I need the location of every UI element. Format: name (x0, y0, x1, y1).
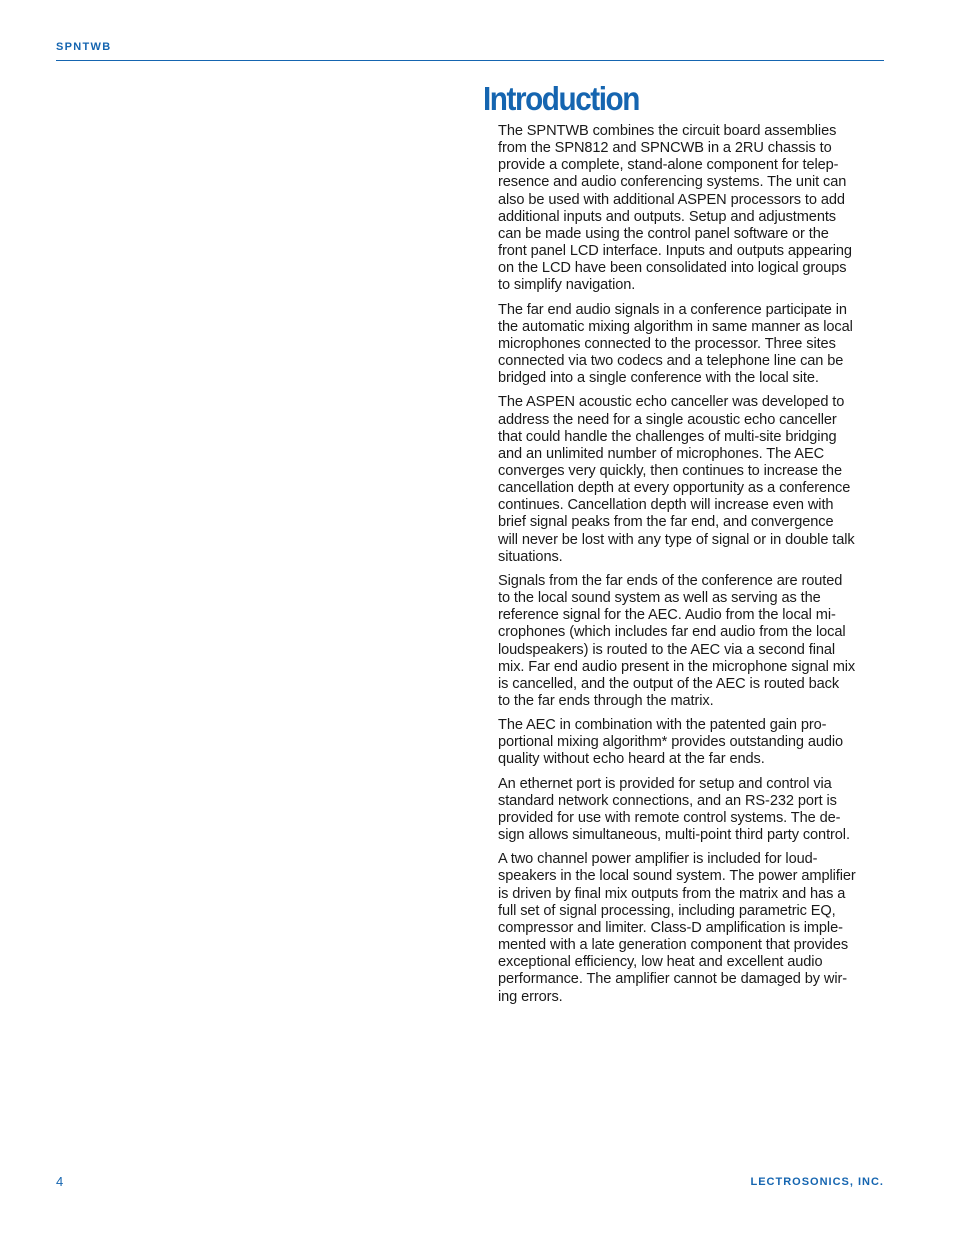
paragraph-line: additional inputs and outputs. Setup and adjustments (498, 208, 836, 225)
paragraph-line: can be made using the control panel software or the (498, 225, 829, 242)
header-divider (56, 60, 884, 61)
running-header: SPNTWB (56, 41, 112, 53)
paragraph-line: continues. Cancellation depth will increase even with (498, 497, 834, 514)
paragraph-line: The AEC in combination with the patented gain pro- (498, 717, 827, 734)
paragraph-line: converges very quickly, then continues to increase the (498, 462, 842, 479)
paragraph-line: to simplify navigation. (498, 277, 636, 294)
paragraph (498, 302, 888, 388)
paragraph-line: quality without echo heard at the far ends. (498, 751, 765, 768)
paragraph-line: loudspeakers) is routed to the AEC via a second final (498, 641, 836, 658)
paragraph-line: address the need for a single acoustic echo canceller (498, 411, 837, 428)
paragraph-line: speakers in the local sound system. The power amplifier (498, 868, 856, 885)
body-column (498, 123, 888, 1013)
paragraph-line: A two channel power amplifier is included for loud- (498, 851, 818, 868)
paragraph-line: An ethernet port is provided for setup and control via (498, 775, 832, 792)
paragraph-line: reference signal for the AEC. Audio from the local mi- (498, 607, 836, 624)
paragraph-line: brief signal peaks from the far end, and convergence (498, 514, 834, 531)
paragraph-line: provided for use with remote control systems. The de- (498, 809, 841, 826)
paragraph-line: performance. The amplifier cannot be damaged by wir- (498, 971, 848, 988)
paragraph-line: The far end audio signals in a conference participate in (498, 301, 847, 318)
paragraph (498, 851, 888, 1005)
paragraph-line: and an unlimited number of microphones. The AEC (498, 445, 825, 462)
paragraph-line: exceptional efficiency, low heat and excellent audio (498, 954, 823, 971)
paragraph-line: to the local sound system as well as serving as the (498, 590, 821, 607)
section-title: Introduction (483, 80, 639, 117)
paragraph (498, 123, 888, 295)
paragraph-line: is cancelled, and the output of the AEC is routed back (498, 675, 840, 692)
paragraph-line: cancellation depth at every opportunity as a conference (498, 480, 851, 497)
paragraph-line: The ASPEN acoustic echo canceller was developed to (498, 394, 845, 411)
paragraph-line: to the far ends through the matrix. (498, 693, 714, 709)
paragraph-line: from the SPN812 and SPNCWB in a 2RU chassis to (498, 140, 832, 157)
paragraph-line: provide a complete, stand-alone component for telep- (498, 157, 839, 174)
paragraph-line: will never be lost with any type of signal or in double talk (498, 531, 855, 548)
paragraph (498, 776, 888, 845)
paragraph (498, 717, 888, 768)
paragraph-line: that could handle the challenges of multi-site bridging (498, 428, 837, 445)
paragraph-line: also be used with additional ASPEN processors to add (498, 191, 845, 208)
paragraph-line: crophones (which includes far end audio from the local (498, 624, 846, 641)
paragraph-line: The SPNTWB combines the circuit board assemblies (498, 123, 837, 139)
page-number: 4 (56, 1174, 64, 1189)
paragraph-line: ing errors. (498, 988, 563, 1005)
paragraph-line: portional mixing algorithm* provides outstanding audio (498, 734, 844, 751)
company-name: LECTROSONICS, INC. (750, 1176, 884, 1188)
paragraph-line: mix. Far end audio present in the microphone signal mix (498, 658, 856, 675)
paragraph (498, 573, 888, 710)
paragraph-line: the automatic mixing algorithm in same manner as local (498, 318, 853, 335)
paragraph-line: Signals from the far ends of the conference are routed (498, 572, 843, 589)
paragraph-line: full set of signal processing, including parametric EQ, (498, 902, 836, 919)
paragraph-line: mented with a late generation component that provides (498, 937, 849, 954)
paragraph (498, 394, 888, 566)
paragraph-line: situations. (498, 548, 563, 565)
paragraph-line: microphones connected to the processor. Three sites (498, 335, 836, 352)
paragraph-line: on the LCD have been consolidated into logical groups (498, 260, 847, 277)
paragraph-line: resence and audio conferencing systems. The unit can (498, 174, 847, 191)
paragraph-line: connected via two codecs and a telephone line can be (498, 353, 844, 370)
paragraph-line: is driven by final mix outputs from the matrix and has a (498, 885, 846, 902)
paragraph-line: bridged into a single conference with the local site. (498, 370, 819, 387)
paragraph-line: sign allows simultaneous, multi-point third party control. (498, 827, 850, 844)
paragraph-line: standard network connections, and an RS-232 port is (498, 792, 837, 809)
paragraph-line: front panel LCD interface. Inputs and outputs appearing (498, 243, 852, 260)
paragraph-line: compressor and limiter. Class-D amplification is imple- (498, 919, 843, 936)
